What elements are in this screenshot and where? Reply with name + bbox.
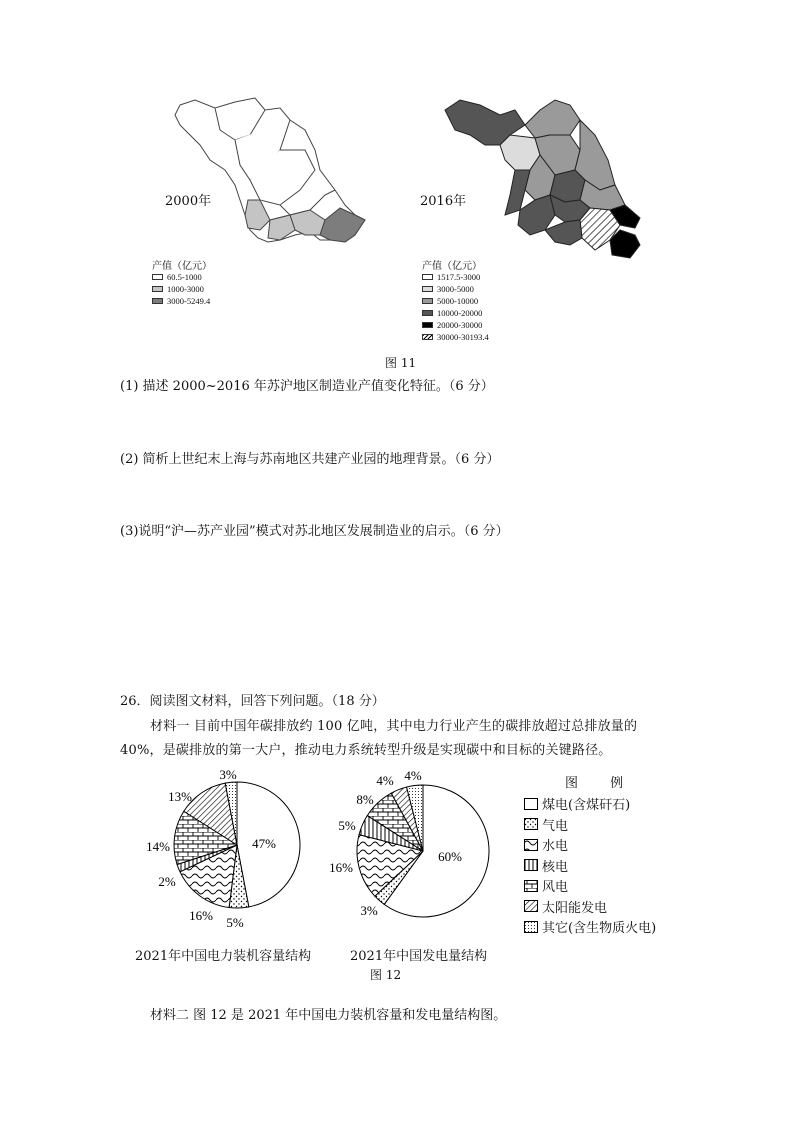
map-2000-legend-label: 1000-3000 bbox=[167, 284, 204, 294]
question-1: (1) 描述 2000~2016 年苏沪地区制造业产值变化特征。（6 分） bbox=[120, 379, 494, 394]
map-2016-legend-swatch bbox=[422, 298, 433, 304]
question-2: (2) 简析上世纪末上海与苏南地区共建产业园的地理背景。（6 分） bbox=[120, 452, 500, 467]
map-2000-label: 2000年 bbox=[165, 194, 212, 209]
pie-legend-item bbox=[524, 815, 568, 834]
figure-12-caption: 图 12 bbox=[370, 968, 402, 982]
pie1-label-煤电: 47% bbox=[252, 836, 276, 851]
pie-legend-label: 气电 bbox=[542, 818, 569, 834]
pie-legend-label: 其它(含生物质火电) bbox=[542, 921, 657, 936]
map-2016-legend-title: 产值（亿元） bbox=[422, 261, 482, 272]
map-2016-legend-swatch bbox=[422, 274, 433, 280]
pie-legend-swatch bbox=[524, 880, 538, 892]
pie1-label-气电: 5% bbox=[226, 915, 244, 930]
map-2016-legend-item bbox=[422, 308, 482, 318]
map-2016-legend-item bbox=[422, 272, 480, 282]
map-2016-legend-label: 20000-30000 bbox=[437, 320, 483, 330]
map-2000-legend-title: 产值（亿元） bbox=[152, 261, 212, 272]
map-2000-legend-swatch bbox=[152, 286, 163, 292]
pie1-label-水电: 16% bbox=[189, 908, 213, 923]
pie1-label-其它: 3% bbox=[219, 767, 237, 782]
map-2016-legend-label: 30000-30193.4 bbox=[437, 332, 489, 342]
map-2016-legend-item bbox=[422, 320, 482, 330]
pie-charts bbox=[120, 760, 520, 960]
map-2000-legend-swatch bbox=[152, 274, 163, 280]
pie-2-title: 2021年中国发电量结构 bbox=[350, 949, 488, 964]
pie-legend-swatch bbox=[524, 921, 538, 933]
pie-legend-label: 核电 bbox=[542, 859, 569, 875]
map-2000 bbox=[140, 90, 400, 260]
pie2-label-水电: 16% bbox=[329, 860, 353, 875]
map-2016-legend-item bbox=[422, 284, 474, 294]
pie-legend-item bbox=[524, 897, 607, 916]
map-2000-legend-item bbox=[152, 296, 210, 306]
map-2016-label: 2016年 bbox=[420, 194, 467, 209]
pie-legend-item bbox=[524, 856, 568, 875]
material-1-line-1: 材料一 目前中国年碳排放约 100 亿吨，其中电力行业产生的碳排放超过总排放量的 bbox=[150, 719, 638, 734]
pie-legend-swatch bbox=[524, 839, 538, 851]
pie-legend-item bbox=[524, 794, 630, 813]
figure-11-caption: 图 11 bbox=[385, 356, 417, 370]
pie2-label-太阳能发电: 4% bbox=[376, 773, 394, 788]
map-2016-legend-swatch bbox=[422, 286, 433, 292]
map-2016-legend-swatch bbox=[422, 322, 433, 328]
pie2-label-风电: 8% bbox=[356, 792, 374, 807]
pie-legend-item bbox=[524, 835, 568, 854]
map-2000-legend-item bbox=[152, 284, 204, 294]
map-2016-legend-label: 5000-10000 bbox=[437, 296, 479, 306]
map-2000-legend-swatch bbox=[152, 298, 163, 304]
map-2016-legend-label: 1517.5-3000 bbox=[437, 272, 481, 282]
pie-legend-label: 风电 bbox=[542, 880, 569, 895]
map-2000-legend-label: 60.5-1000 bbox=[167, 272, 202, 282]
map-2016-legend-swatch bbox=[422, 310, 433, 316]
map-2016-legend-label: 10000-20000 bbox=[437, 308, 483, 318]
pie-legend-swatch bbox=[524, 818, 538, 830]
map-2016-legend-label: 3000-5000 bbox=[437, 284, 474, 294]
map-2000-legend-label: 3000-5249.4 bbox=[167, 296, 211, 306]
pie-1-title: 2021年中国电力装机容量结构 bbox=[135, 949, 312, 964]
pie-legend-label: 太阳能发电 bbox=[542, 900, 608, 916]
pie-legend-swatch bbox=[524, 859, 538, 871]
pie1-label-太阳能发电: 13% bbox=[168, 789, 192, 804]
pie2-label-其它: 4% bbox=[404, 768, 422, 783]
material-1-line-2: 40%，是碳排放的第一大户，推动电力系统转型升级是实现碳中和目标的关键路径。 bbox=[120, 743, 612, 758]
map-2000-legend-item bbox=[152, 272, 202, 282]
pie-legend-label: 煤电(含煤矸石) bbox=[542, 798, 631, 813]
pie-legend-swatch bbox=[524, 900, 538, 912]
question-3: (3)说明“沪—苏产业园”模式对苏北地区发展制造业的启示。（6 分） bbox=[120, 524, 509, 539]
map-2016-legend-item bbox=[422, 332, 489, 342]
map-2016-legend-item bbox=[422, 296, 478, 306]
pie-legend-item bbox=[524, 917, 656, 936]
pie1-label-核电: 2% bbox=[158, 874, 176, 889]
pie2-label-煤电: 60% bbox=[438, 849, 462, 864]
pie-legend-label: 水电 bbox=[542, 839, 569, 854]
question-26-heading: 26．阅读图文材料，回答下列问题。（18 分） bbox=[120, 694, 385, 709]
map-2016 bbox=[430, 90, 670, 265]
pie-legend-item bbox=[524, 876, 568, 895]
material-2: 材料二 图 12 是 2021 年中国电力装机容量和发电量结构图。 bbox=[150, 1008, 507, 1023]
pie2-label-核电: 5% bbox=[338, 818, 356, 833]
pie2-label-气电: 3% bbox=[360, 903, 378, 918]
pie-legend-title: 图 例 bbox=[565, 776, 638, 791]
pie-legend-swatch bbox=[524, 798, 538, 810]
pie1-label-风电: 14% bbox=[146, 839, 170, 854]
map-2016-legend-swatch bbox=[422, 334, 433, 340]
